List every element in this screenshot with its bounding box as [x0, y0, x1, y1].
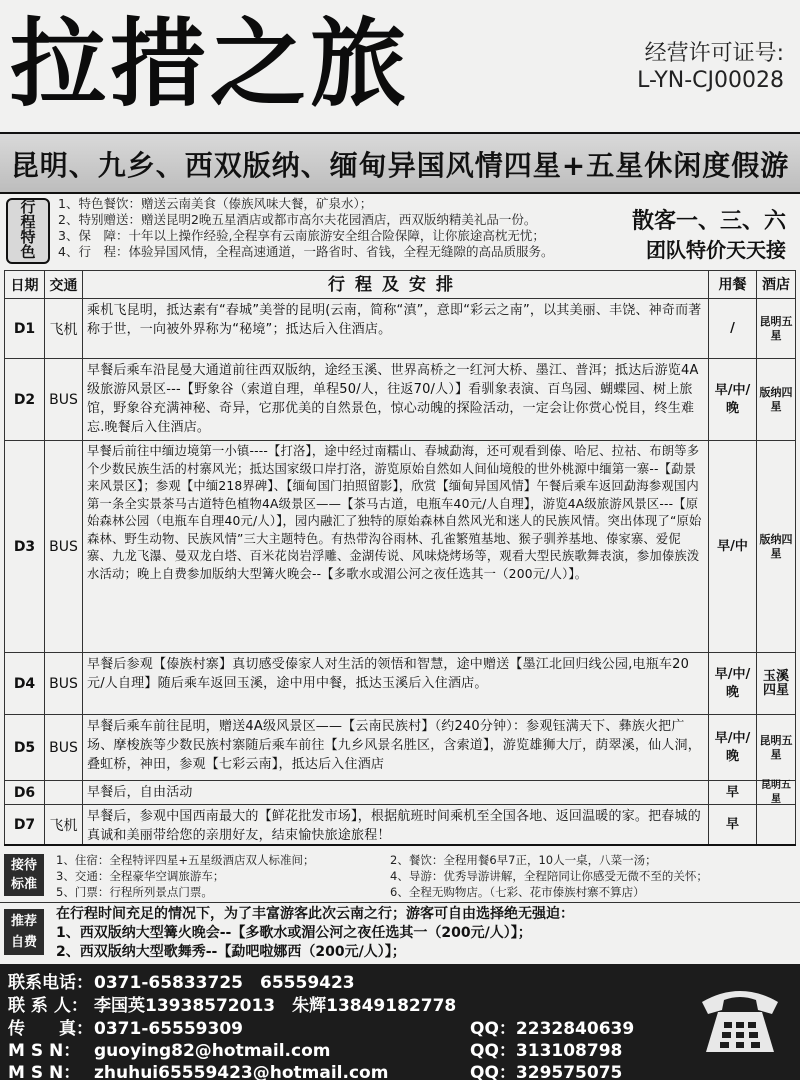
day-cell: D6	[4, 781, 44, 805]
desc-cell: 早餐后前往中缅边境第一小镇----【打洛】，途中经过南糯山、春城勐海，还可观看到傣、哈尼、拉祜、布朗等多个少数民族生活的村寨风光；抵达国家级口岸打洛，游览原始自然如人间仙境般的世外桃源中缅第一寨--【勐景来风景区】；参观【中缅218界碑】、【缅甸国门拍照留影】，欣赏【缅甸异国风情】午餐后乘车返回勐海参观国内第一条全实景茶马古道特色植物4A级景区——【茶马古道，电瓶车40元/人自理】，游览4A级旅游风景区---【原始森林公园（电瓶车自理40元/人）】，园内融汇了独特的原始森林自然风光和迷人的民族风情。突出体现了“原始森林、野生动物、民族风情”三大主题特色。有热带沟谷雨林、孔雀繁殖基地、猴子驯养基地、傣家寨、爱伲寨、九龙飞瀑、曼双龙白塔、百米花岗岩浮雕、金湖传说、风味烧烤场等，观看大型民族歌舞表演，参加傣族泼水活动；晚上自费参加版纳大型篝火晚会--【多歌水或湄公河之夜任选其一（200元/人）】。	[82, 441, 708, 653]
table-bottom-border	[4, 844, 796, 846]
day-cell: D4	[4, 653, 44, 715]
features-tag-char: 特	[20, 228, 36, 246]
meal-cell: 早	[708, 805, 756, 845]
hotel-cell: 版纳四星	[756, 359, 796, 441]
standard-item: 4、导游：优秀导游讲解，全程陪同让你感受无微不至的关怀；	[390, 869, 708, 883]
contact-msn2-row	[8, 1058, 388, 1080]
page-title: 拉措之旅	[10, 7, 410, 120]
day-cell: D7	[4, 805, 44, 845]
table-header-row	[4, 270, 796, 299]
standards-right	[390, 852, 708, 900]
table-row	[4, 358, 796, 441]
day-cell: D2	[4, 359, 44, 441]
tour-banner	[0, 134, 800, 194]
feature-item: 1、特色餐饮：赠送云南美食（傣族风味大餐，矿泉水）；	[58, 196, 373, 211]
phone-value: 0371-65833725 65559423	[94, 973, 355, 993]
standard-item: 1、住宿：全程特评四星+五星级酒店双人标准间；	[56, 853, 315, 867]
recommend-tag-line: 推荐	[10, 914, 37, 929]
desc-cell: 早餐后参观【傣族村寨】真切感受傣家人对生活的领悟和智慧，途中赠送【墨江北回归线公园,电瓶车20元/人自理】随后乘车返回玉溪，途中用中餐，抵达玉溪后入住酒店。	[82, 653, 708, 715]
features-tag-char: 程	[20, 213, 36, 231]
hotel-cell: 玉溪四星	[756, 653, 796, 715]
transport-cell	[44, 781, 82, 805]
day-cell: D3	[4, 441, 44, 653]
contact-phone-row	[8, 968, 355, 993]
table-row	[4, 714, 796, 781]
transport-cell: BUS	[44, 359, 82, 441]
table-row	[4, 804, 796, 845]
header-hotel: 酒店	[756, 271, 796, 299]
features-tag	[6, 198, 50, 264]
phone-label: 联系电话：	[8, 973, 93, 993]
day-cell: D5	[4, 715, 44, 781]
day-cell: D1	[4, 299, 44, 359]
service-standards	[0, 850, 800, 900]
standard-item: 3、交通：全程豪华空调旅游车；	[56, 869, 225, 883]
telephone-icon	[696, 982, 784, 1058]
desc-cell: 早餐后乘车沿昆曼大通道前往西双版纳，途经玉溪、世界高桥之一红河大桥、墨江、普洱；抵达后游览4A级旅游风景区---【野象谷（索道自理，单程50/人，往返70/人）】看驯象表演、百鸟园、蝴蝶园、树上旅馆，野象谷充满神秘、奇异，它那优美的自然景色，惊心动魄的探险活动，一定会让你赏心悦目，终生难忘.晚餐后入住酒店。	[82, 359, 708, 441]
recommend-list	[56, 905, 574, 962]
header-transport: 交通	[44, 271, 82, 299]
person-label: 联 系 人：	[8, 996, 88, 1016]
standards-tag	[4, 854, 44, 896]
meal-cell: /	[708, 299, 756, 359]
optional-activities	[0, 902, 800, 965]
contact-person-row	[8, 991, 456, 1016]
features-tag-char: 色	[20, 243, 36, 261]
transport-cell: BUS	[44, 653, 82, 715]
standards-tag-line: 接待	[10, 858, 37, 873]
qq-label: QQ：	[470, 1019, 516, 1039]
license-number: L-YN-CJ00028	[637, 68, 784, 93]
standard-item: 2、餐饮：全程用餐6早7正，10人一桌，八菜一汤；	[390, 853, 657, 867]
itinerary-table	[4, 270, 796, 848]
table-row	[4, 652, 796, 715]
qq-value: 329575075	[515, 1063, 623, 1080]
person-value: 李国英13938572013 朱辉13849182778	[94, 996, 457, 1016]
features-tag-char: 行	[20, 198, 36, 216]
standards-tag-line: 标准	[10, 877, 37, 892]
transport-cell: 飞机	[44, 299, 82, 359]
msn-value: zhuhui65559423@hotmail.com	[94, 1063, 389, 1080]
msn-label: M S N：	[8, 1041, 81, 1061]
hotel-cell: 昆明五星	[756, 715, 796, 781]
recommend-item: 1、西双版纳大型篝火晚会--【多歌水或湄公河之夜任选其一（200元/人）】；	[56, 925, 532, 941]
desc-cell: 早餐后，参观中国西南最大的【鲜花批发市场】，根据航班时间乘机至全国各地、返回温暖的家。把春城的真诚和美丽带给您的亲朋好友，结束愉快旅途旅程！	[82, 805, 708, 845]
qq-row	[470, 1058, 622, 1080]
transport-cell: 飞机	[44, 805, 82, 845]
meal-cell: 早/中/晚	[708, 359, 756, 441]
group-offer: 团队特价天天接	[646, 238, 786, 262]
hotel-cell: 版纳四星	[756, 441, 796, 653]
standards-left	[56, 852, 314, 900]
desc-cell: 乘机飞昆明，抵达素有“春城”美誉的昆明(云南，简称“滇”，意即“彩云之南”，以其美丽、丰饶、神奇而著称于世，一向被外界称为“秘境”；抵达后入住酒店。	[82, 299, 708, 359]
transport-cell: BUS	[44, 715, 82, 781]
header-desc: 行程及安排	[82, 271, 708, 299]
features-section	[0, 194, 800, 268]
hotel-cell	[756, 805, 796, 845]
contact-section	[0, 964, 800, 1080]
recommend-item: 2、西双版纳大型歌舞秀--【勐吧啦娜西（200元/人）】；	[56, 944, 406, 960]
qq-value: 2232840639	[515, 1019, 635, 1039]
recommend-tag-line: 自费	[10, 935, 37, 950]
transport-cell: BUS	[44, 441, 82, 653]
meal-cell: 早	[708, 781, 756, 805]
standard-item: 5、门票：行程所列景点门票。	[56, 885, 213, 899]
fax-value: 0371-65559309	[94, 1019, 243, 1039]
header-meal: 用餐	[708, 271, 756, 299]
qq-label: QQ：	[470, 1041, 516, 1061]
hotel-cell: 昆明五星	[756, 299, 796, 359]
features-list	[58, 196, 618, 260]
header	[0, 0, 800, 134]
feature-item: 4、行 程：体验异国风情，全程高速通道，一路省时、省钱，全程无缝隙的高品质服务。	[58, 244, 554, 259]
msn-value: guoying82@hotmail.com	[94, 1041, 331, 1061]
recommend-tag	[4, 909, 44, 955]
meal-cell: 早/中/晚	[708, 653, 756, 715]
qq-value: 313108798	[515, 1041, 623, 1061]
feature-item: 3、保 障：十年以上操作经验,全程享有云南旅游安全组合险保障，让你旅途高枕无忧；	[58, 228, 545, 243]
standard-item: 6、全程无购物店。（七彩、花市傣族村寨不算店）	[390, 885, 645, 899]
hotel-cell: 昆明五星	[756, 781, 796, 805]
meal-cell: 早/中/晚	[708, 715, 756, 781]
recommend-item: 在行程时间充足的情况下，为了丰富游客此次云南之行；游客可自由选择绝无强迫：	[56, 906, 574, 922]
fax-label: 传 真：	[8, 1019, 93, 1039]
departure-days: 散客一、三、六	[631, 209, 786, 234]
header-day: 日期	[4, 271, 44, 299]
table-row	[4, 298, 796, 359]
license-label: 经营许可证号:	[644, 41, 784, 66]
table-row	[4, 440, 796, 653]
desc-cell: 早餐后乘车前往昆明，赠送4A级风景区——【云南民族村】（约240分钟）：参观钰满天下、彝族火把广场、摩梭族等少数民族村寨随后乘车前往【九乡风景名胜区，含索道】，游览雄狮大厅，荫翠溪，仙人洞，叠虹桥，神田，参观【七彩云南】，抵达后入住酒店	[82, 715, 708, 781]
meal-cell: 早/中	[708, 441, 756, 653]
msn-label: M S N：	[8, 1063, 81, 1080]
table-row	[4, 780, 796, 805]
tour-banner-text: 昆明、九乡、西双版纳、缅甸异国风情四星+五星休闲度假游	[10, 149, 790, 182]
qq-label: QQ：	[470, 1063, 516, 1080]
desc-cell: 早餐后，自由活动	[82, 781, 708, 805]
feature-item: 2、特别赠送：赠送昆明2晚五星酒店或都市高尔夫花园酒店，西双版纳精美礼品一份。	[58, 212, 537, 227]
